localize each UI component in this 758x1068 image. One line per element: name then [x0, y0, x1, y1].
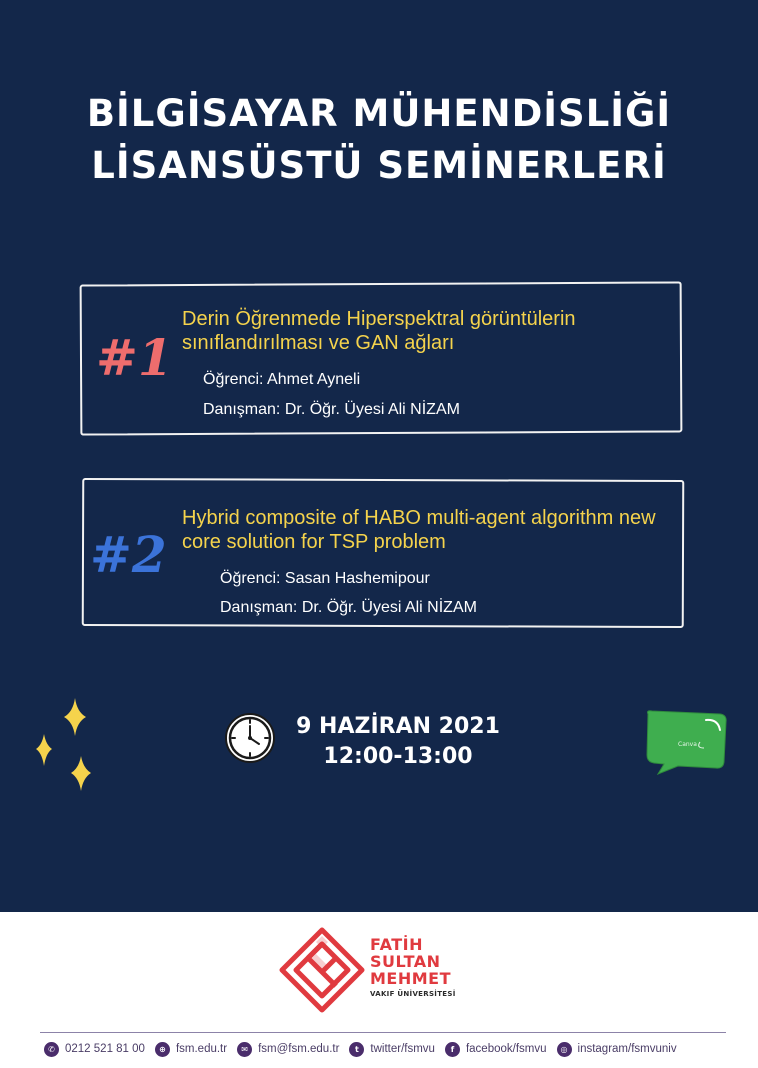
footer-item-email[interactable]: [237, 1042, 339, 1057]
event-date: 9 HAZİRAN 2021: [296, 714, 500, 739]
footer-item-instagram[interactable]: [557, 1042, 677, 1057]
seminar-number-2: #2: [90, 525, 167, 584]
footer-item-website[interactable]: [155, 1042, 227, 1057]
seminar-title-2: Hybrid composite of HABO multi-agent algorithm new core solution for TSP problem: [182, 507, 656, 553]
clock-icon: [224, 712, 276, 764]
footer-website-text: fsm.edu.tr: [175, 1043, 228, 1055]
seminar-student-2: Öğrenci: Sasan Hashemipour: [220, 570, 430, 587]
page-title-line-1: BİLGİSAYAR MÜHENDİSLİĞİ: [86, 92, 672, 135]
university-name-line-3: MEHMET: [370, 969, 452, 988]
instagram-icon: ◎: [557, 1042, 572, 1057]
phone-icon: ✆: [44, 1042, 59, 1057]
sparkle-stars-icon: [28, 696, 100, 796]
bubble-text: Canva: [678, 741, 697, 748]
event-time: 12:00-13:00: [323, 744, 473, 769]
globe-icon: ⊕: [155, 1042, 170, 1057]
seminar-advisor-1: Danışman: Dr. Öğr. Üyesi Ali NİZAM: [203, 401, 460, 418]
university-name: [370, 936, 456, 999]
mail-icon: ✉: [237, 1042, 252, 1057]
chat-bubble-icon: [638, 706, 730, 778]
university-name-line-1: FATİH: [370, 935, 423, 954]
footer-instagram-text: instagram/fsmvuniv: [577, 1043, 677, 1055]
footer-twitter-text: twitter/fsmvu: [370, 1043, 435, 1055]
footer-item-twitter[interactable]: [349, 1042, 435, 1057]
footer-divider: [40, 1032, 726, 1033]
seminar-advisor-2: Danışman: Dr. Öğr. Üyesi Ali NİZAM: [220, 599, 477, 616]
footer-contacts: [44, 1040, 687, 1058]
footer-item-phone[interactable]: [44, 1042, 145, 1057]
fsm-logo-icon: [278, 926, 366, 1014]
footer-phone-text: 0212 521 81 00: [65, 1043, 145, 1055]
footer-item-facebook[interactable]: [445, 1042, 547, 1057]
university-subtitle: VAKIF ÜNİVERSİTESİ: [370, 990, 456, 998]
event-date-time: [292, 712, 504, 772]
footer-email-text: fsm@fsm.edu.tr: [258, 1043, 340, 1055]
facebook-icon: f: [445, 1042, 460, 1057]
page-title-line-2: LİSANSÜSTÜ SEMİNERLERİ: [91, 144, 667, 187]
twitter-icon: t: [349, 1042, 364, 1057]
seminar-title-1: Derin Öğrenmede Hiperspektral görüntülerin sınıflandırılması ve GAN ağları: [182, 308, 576, 354]
footer-facebook-text: facebook/fsmvu: [465, 1043, 547, 1055]
seminar-student-1: Öğrenci: Ahmet Ayneli: [203, 371, 361, 388]
university-name-line-2: SULTAN: [370, 952, 441, 971]
seminar-number-1: #1: [96, 328, 173, 387]
